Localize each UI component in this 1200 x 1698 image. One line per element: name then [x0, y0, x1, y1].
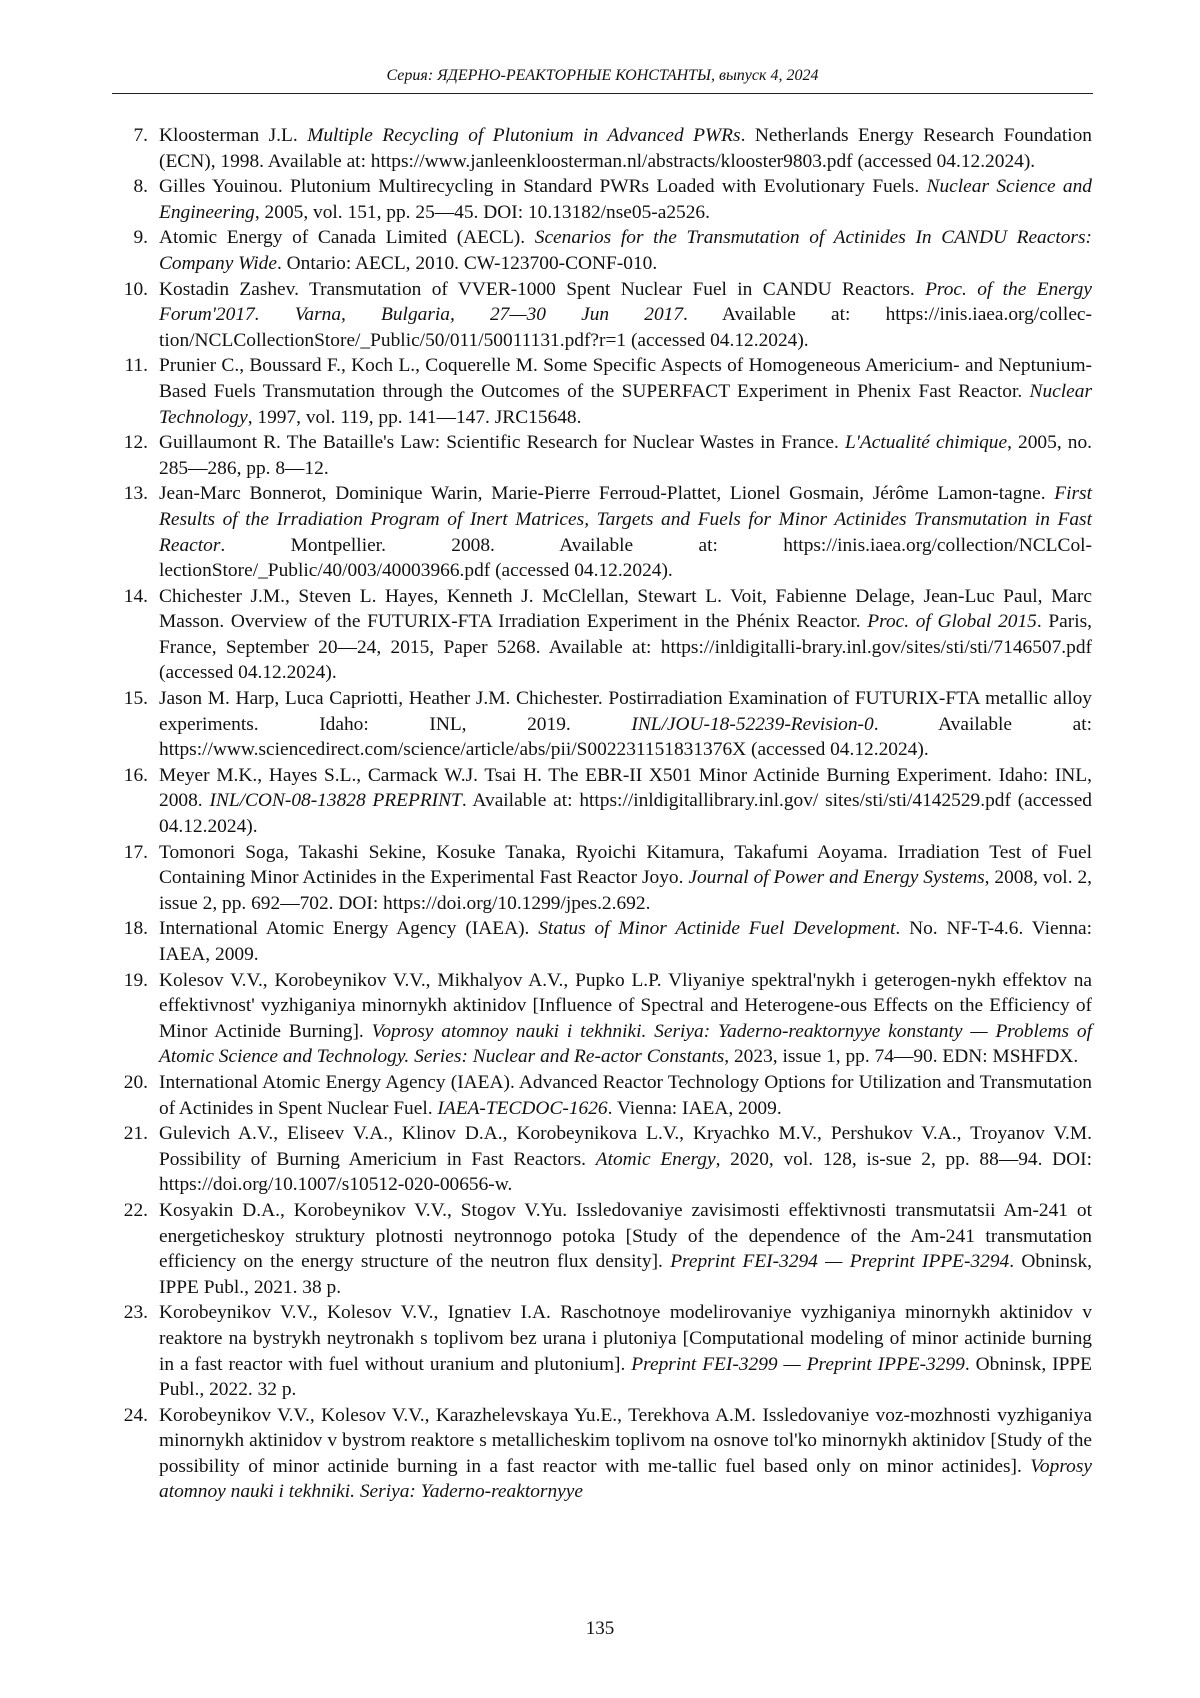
reference-item	[114, 225, 1092, 276]
reference-italic-segment: Proc. of the Energy Forum'2017. Varna, Bulgaria, 27—30 Jun 2017	[159, 278, 1092, 326]
reference-number: 20.	[123, 1071, 148, 1093]
reference-segment: Kostadin Zashev. Transmutation of VVER-1000 Spent Nuclear Fuel in CANDU Reactors.	[159, 278, 926, 300]
reference-item	[114, 1403, 1092, 1505]
reference-italic-segment: Proc. of Global 2015	[867, 611, 1037, 633]
reference-segment: , 2023, issue 1, pp. 74—90. EDN: MSHFDX.	[724, 1046, 1079, 1068]
reference-text	[159, 1072, 1092, 1119]
reference-italic-segment: INL/CON-08-13828 PREPRINT	[209, 790, 462, 812]
reference-item	[114, 686, 1092, 763]
reference-italic-segment: Preprint FEI-3294 — Preprint IPPE-3294	[670, 1251, 1010, 1273]
reference-text	[159, 279, 1092, 351]
reference-segment: , 1997, vol. 119, pp. 141—147. JRC15648.	[247, 406, 582, 428]
reference-italic-segment: Scenarios for the Transmutation of Actinides In CANDU Reactors: Company Wide	[159, 227, 1092, 274]
reference-text	[159, 176, 1092, 223]
reference-item	[114, 584, 1092, 686]
reference-segment: Meyer M.K., Hayes S.L., Carmack W.J. Tsai H. The EBR-II X501 Minor Actinide Burning Experiment. Idaho: INL, 2008.	[159, 764, 1092, 812]
reference-segment: . Available at: https://inis.iaea.org/collec-tion/NCLCollectionStore/_Public/50/011/50011131.pdf?r=1 (accessed 04.12.2024).	[159, 304, 1092, 351]
reference-segment: . No. NF-T-4.6. Vienna: IAEA, 2009.	[159, 918, 1093, 965]
reference-segment: . Obninsk, IPPE Publ., 2022. 32 p.	[159, 1353, 1092, 1401]
reference-segment: , 2005, vol. 151, pp. 25—45. DOI: 10.13182/nse05-a2526.	[254, 201, 710, 223]
reference-italic-segment: Multiple Recycling of Plutonium in Advanced PWRs	[307, 125, 741, 146]
reference-text	[159, 765, 1092, 837]
reference-segment: . Obninsk, IPPE Publ., 2021. 38 p.	[159, 1251, 1092, 1298]
reference-number: 24.	[123, 1404, 148, 1426]
reference-italic-segment: Nuclear Technology	[159, 380, 1092, 428]
reference-number: 14.	[123, 585, 148, 607]
reference-text	[159, 842, 1092, 914]
reference-item	[114, 174, 1092, 225]
reference-segment: . Ontario: AECL, 2010. CW-123700-CONF-010.	[276, 252, 658, 274]
reference-segment: Korobeynikov V.V., Kolesov V.V., Ignatiev I.A. Raschotnoye modelirovaniye vyzhiganiya minornykh aktinidov v reaktore na bystrykh neytronakh s toplivom bez urana i plutoniya [Computational modeling of minor actinide burning in a fast reactor with fuel without uranium and plutonium].	[159, 1302, 1092, 1375]
reference-number: 16.	[123, 764, 148, 786]
reference-segment: . Available at: https://www.sciencedirect.com/science/article/abs/pii/S002231151831376X (accessed 04.12.2024).	[159, 713, 1093, 761]
header-rule	[112, 93, 1093, 94]
reference-number: 10.	[123, 278, 148, 300]
reference-item	[114, 430, 1092, 481]
reference-segment: Guillaumont R. The Bataille's Law: Scientific Research for Nuclear Wastes in France.	[159, 432, 845, 454]
reference-item	[114, 123, 1092, 174]
reference-number: 22.	[123, 1199, 148, 1221]
reference-item	[114, 277, 1092, 354]
reference-number: 17.	[123, 841, 148, 863]
reference-item	[114, 353, 1092, 430]
reference-segment: . Vienna: IAEA, 2009.	[607, 1097, 782, 1119]
reference-italic-segment: Atomic Energy	[595, 1148, 716, 1170]
reference-text	[159, 227, 1092, 274]
reference-italic-segment: First Results of the Irradiation Program of Inert Matrices, Targets and Fuels for Minor Actinides Transmutation in Fast Reactor	[159, 483, 1092, 556]
reference-segment: Kloosterman J.L.	[159, 125, 308, 146]
reference-text	[159, 125, 1092, 172]
reference-number: 13.	[123, 483, 148, 505]
reference-segment: . Montpellier. 2008. Available at: https://inis.iaea.org/collection/NCLCol-lectionStore/_Public/40/003/40003966.pdf (accessed 04.12.2024).	[159, 534, 1092, 582]
reference-text	[159, 1405, 1092, 1503]
running-header: Серия: ЯДЕРНО-РЕАКТОРНЫЕ КОНСТАНТЫ, выпуск 4, 2024	[386, 67, 819, 84]
reference-segment: . Netherlands Energy Research Foundation (ECN), 1998. Available at: https://www.janleenkloosterman.nl/abstracts/klooster9803.pdf (accessed 04.12.2024).	[159, 125, 1092, 172]
page-number: 135	[585, 1618, 615, 1639]
reference-text	[159, 1302, 1092, 1400]
reference-segment: International Atomic Energy Agency (IAEA). Advanced Reactor Technology Options for Utilization and Transmutation of Actinides in Spent Nuclear Fuel.	[159, 1071, 1092, 1119]
reference-list	[114, 123, 1092, 1505]
reference-item	[114, 916, 1092, 967]
reference-segment: Jason M. Harp, Luca Capriotti, Heather J.M. Chichester. Postirradiation Examination of FUTURIX-FTA metallic alloy experiments. Idaho: INL, 2019.	[159, 688, 1092, 735]
reference-segment: Korobeynikov V.V., Kolesov V.V., Karazhelevskaya Yu.E., Terekhova A.M. Issledovaniye voz-mozhnosti vyzhiganiya minornykh aktinidov v bystrom reaktore s metallicheskim toplivom na osnove tol'ko minornykh aktinidov [Study of the possibility of minor actinide burning in a fast reactor with me-tallic fuel based only on minor actinides].	[159, 1404, 1092, 1477]
reference-text	[159, 918, 1092, 965]
reference-text	[159, 688, 1092, 760]
reference-number: 19.	[123, 969, 148, 991]
reference-segment: , 2008, vol. 2, issue 2, pp. 692—702. DOI: https://doi.org/10.1299/jpes.2.692.	[159, 867, 1092, 914]
reference-item	[114, 968, 1092, 1070]
reference-segment: Gulevich A.V., Eliseev V.A., Klinov D.A., Korobeynikova L.V., Kryachko M.V., Pershukov V.A., Troyanov V.M. Possibility of Burning Americium in Fast Reactors.	[159, 1123, 1092, 1170]
reference-segment: Atomic Energy of Canada Limited (AECL).	[159, 227, 535, 249]
reference-segment: , 2020, vol. 128, is-sue 2, pp. 88—94. DOI: https://doi.org/10.1007/s10512-020-00656-w.	[159, 1148, 1092, 1196]
reference-number: 15.	[123, 688, 148, 710]
reference-number: 11.	[124, 355, 148, 377]
reference-segment: Gilles Youinou. Plutonium Multirecycling in Standard PWRs Loaded with Evolutionary Fuels.	[159, 176, 927, 198]
reference-italic-segment: IAEA-TECDOC-1626	[437, 1097, 608, 1119]
reference-text	[159, 483, 1092, 581]
reference-italic-segment: Preprint FEI-3299 — Preprint IPPE-3299	[631, 1353, 965, 1375]
reference-text	[159, 355, 1092, 427]
reference-italic-segment: Status of Minor Actinide Fuel Development	[538, 918, 896, 940]
reference-item	[114, 840, 1092, 917]
reference-segment: International Atomic Energy Agency (IAEA).	[159, 918, 539, 940]
reference-segment: Tomonori Soga, Takashi Sekine, Kosuke Tanaka, Ryoichi Kitamura, Takafumi Aoyama. Irradiation Test of Fuel Containing Minor Actinides in the Experimental Fast Reactor Joyo.	[159, 841, 1092, 889]
reference-italic-segment: Nuclear Science and Engineering	[159, 176, 1092, 223]
reference-text	[159, 432, 1092, 479]
reference-segment: . Paris, France, September 20—24, 2015, Paper 5268. Available at: https://inldigitalli-brary.inl.gov/sites/sti/sti/7146507.pdf (accessed 04.12.2024).	[159, 611, 1093, 684]
reference-item	[114, 1121, 1092, 1198]
reference-italic-segment: Voprosy atomnoy nauki i tekhniki. Seriya: Yaderno-reaktornyye	[159, 1455, 1092, 1503]
reference-item	[114, 481, 1092, 583]
reference-italic-segment: Voprosy atomnoy nauki i tekhniki. Seriya: Yaderno-reaktornyye konstanty — Problems of Atomic Science and Technology. Series: Nuclear and Re-actor Constants	[159, 1020, 1092, 1068]
reference-item	[114, 763, 1092, 840]
reference-text	[159, 1200, 1092, 1298]
reference-italic-segment: L'Actualité chimique	[844, 432, 1008, 454]
reference-number: 21.	[123, 1123, 148, 1145]
reference-item	[114, 1198, 1092, 1300]
reference-number: 8.	[133, 176, 148, 198]
reference-segment: , 2005, no. 285—286, pp. 8—12.	[159, 432, 1092, 479]
reference-text	[159, 970, 1092, 1068]
reference-segment: Jean-Marc Bonnerot, Dominique Warin, Marie-Pierre Ferroud-Plattet, Lionel Gosmain, Jérôme Lamon-tagne.	[159, 483, 1055, 505]
reference-number: 9.	[133, 227, 148, 249]
reference-segment: Chichester J.M., Steven L. Hayes, Kenneth J. McClellan, Stewart L. Voit, Fabienne Delage, Jean-Luc Paul, Marc Masson. Overview of the FUTURIX-FTA Irradiation Experiment in the Phénix Reactor.	[159, 585, 1092, 633]
reference-number: 23.	[123, 1302, 148, 1324]
reference-italic-segment: Journal of Power and Energy Systems	[688, 867, 985, 889]
reference-segment: Prunier C., Boussard F., Koch L., Coquerelle M. Some Specific Aspects of Homogeneous Americium- and Neptunium- Based Fuels Transmutation through the Outcomes of the SUPERFACT Experiment in Phenix Fast Reactor.	[159, 355, 1092, 402]
reference-number: 12.	[123, 432, 148, 454]
reference-text	[159, 1123, 1092, 1195]
reference-italic-segment: INL/JOU-18-52239-Revision-0	[631, 713, 874, 735]
reference-item	[114, 1070, 1092, 1121]
reference-segment: Kosyakin D.A., Korobeynikov V.V., Stogov V.Yu. Issledovaniye zavisimosti effektivnosti transmutatsii Am-241 ot energeticheskoy struktury plotnosti neytronnogo potoka [Study of the dependence of the Am-241 transmutation efficiency on the energy structure of the neutron flux density].	[159, 1199, 1092, 1273]
reference-segment: Kolesov V.V., Korobeynikov V.V., Mikhalyov A.V., Pupko L.P. Vliyaniye spektral'nykh i geterogen-nykh effektov na effektivnost' vyzhiganiya minornykh aktinidov [Influence of Spectral and Heterogene-ous Effects on the Efficiency of Minor Actinide Burning].	[159, 969, 1092, 1042]
reference-number: 18.	[123, 918, 148, 940]
reference-item	[114, 1300, 1092, 1402]
reference-text	[159, 586, 1092, 684]
reference-segment: . Available at: https://inldigitallibrary.inl.gov/ sites/sti/sti/4142529.pdf (accessed 04.12.2024).	[159, 790, 1093, 838]
reference-number: 7.	[133, 125, 148, 146]
